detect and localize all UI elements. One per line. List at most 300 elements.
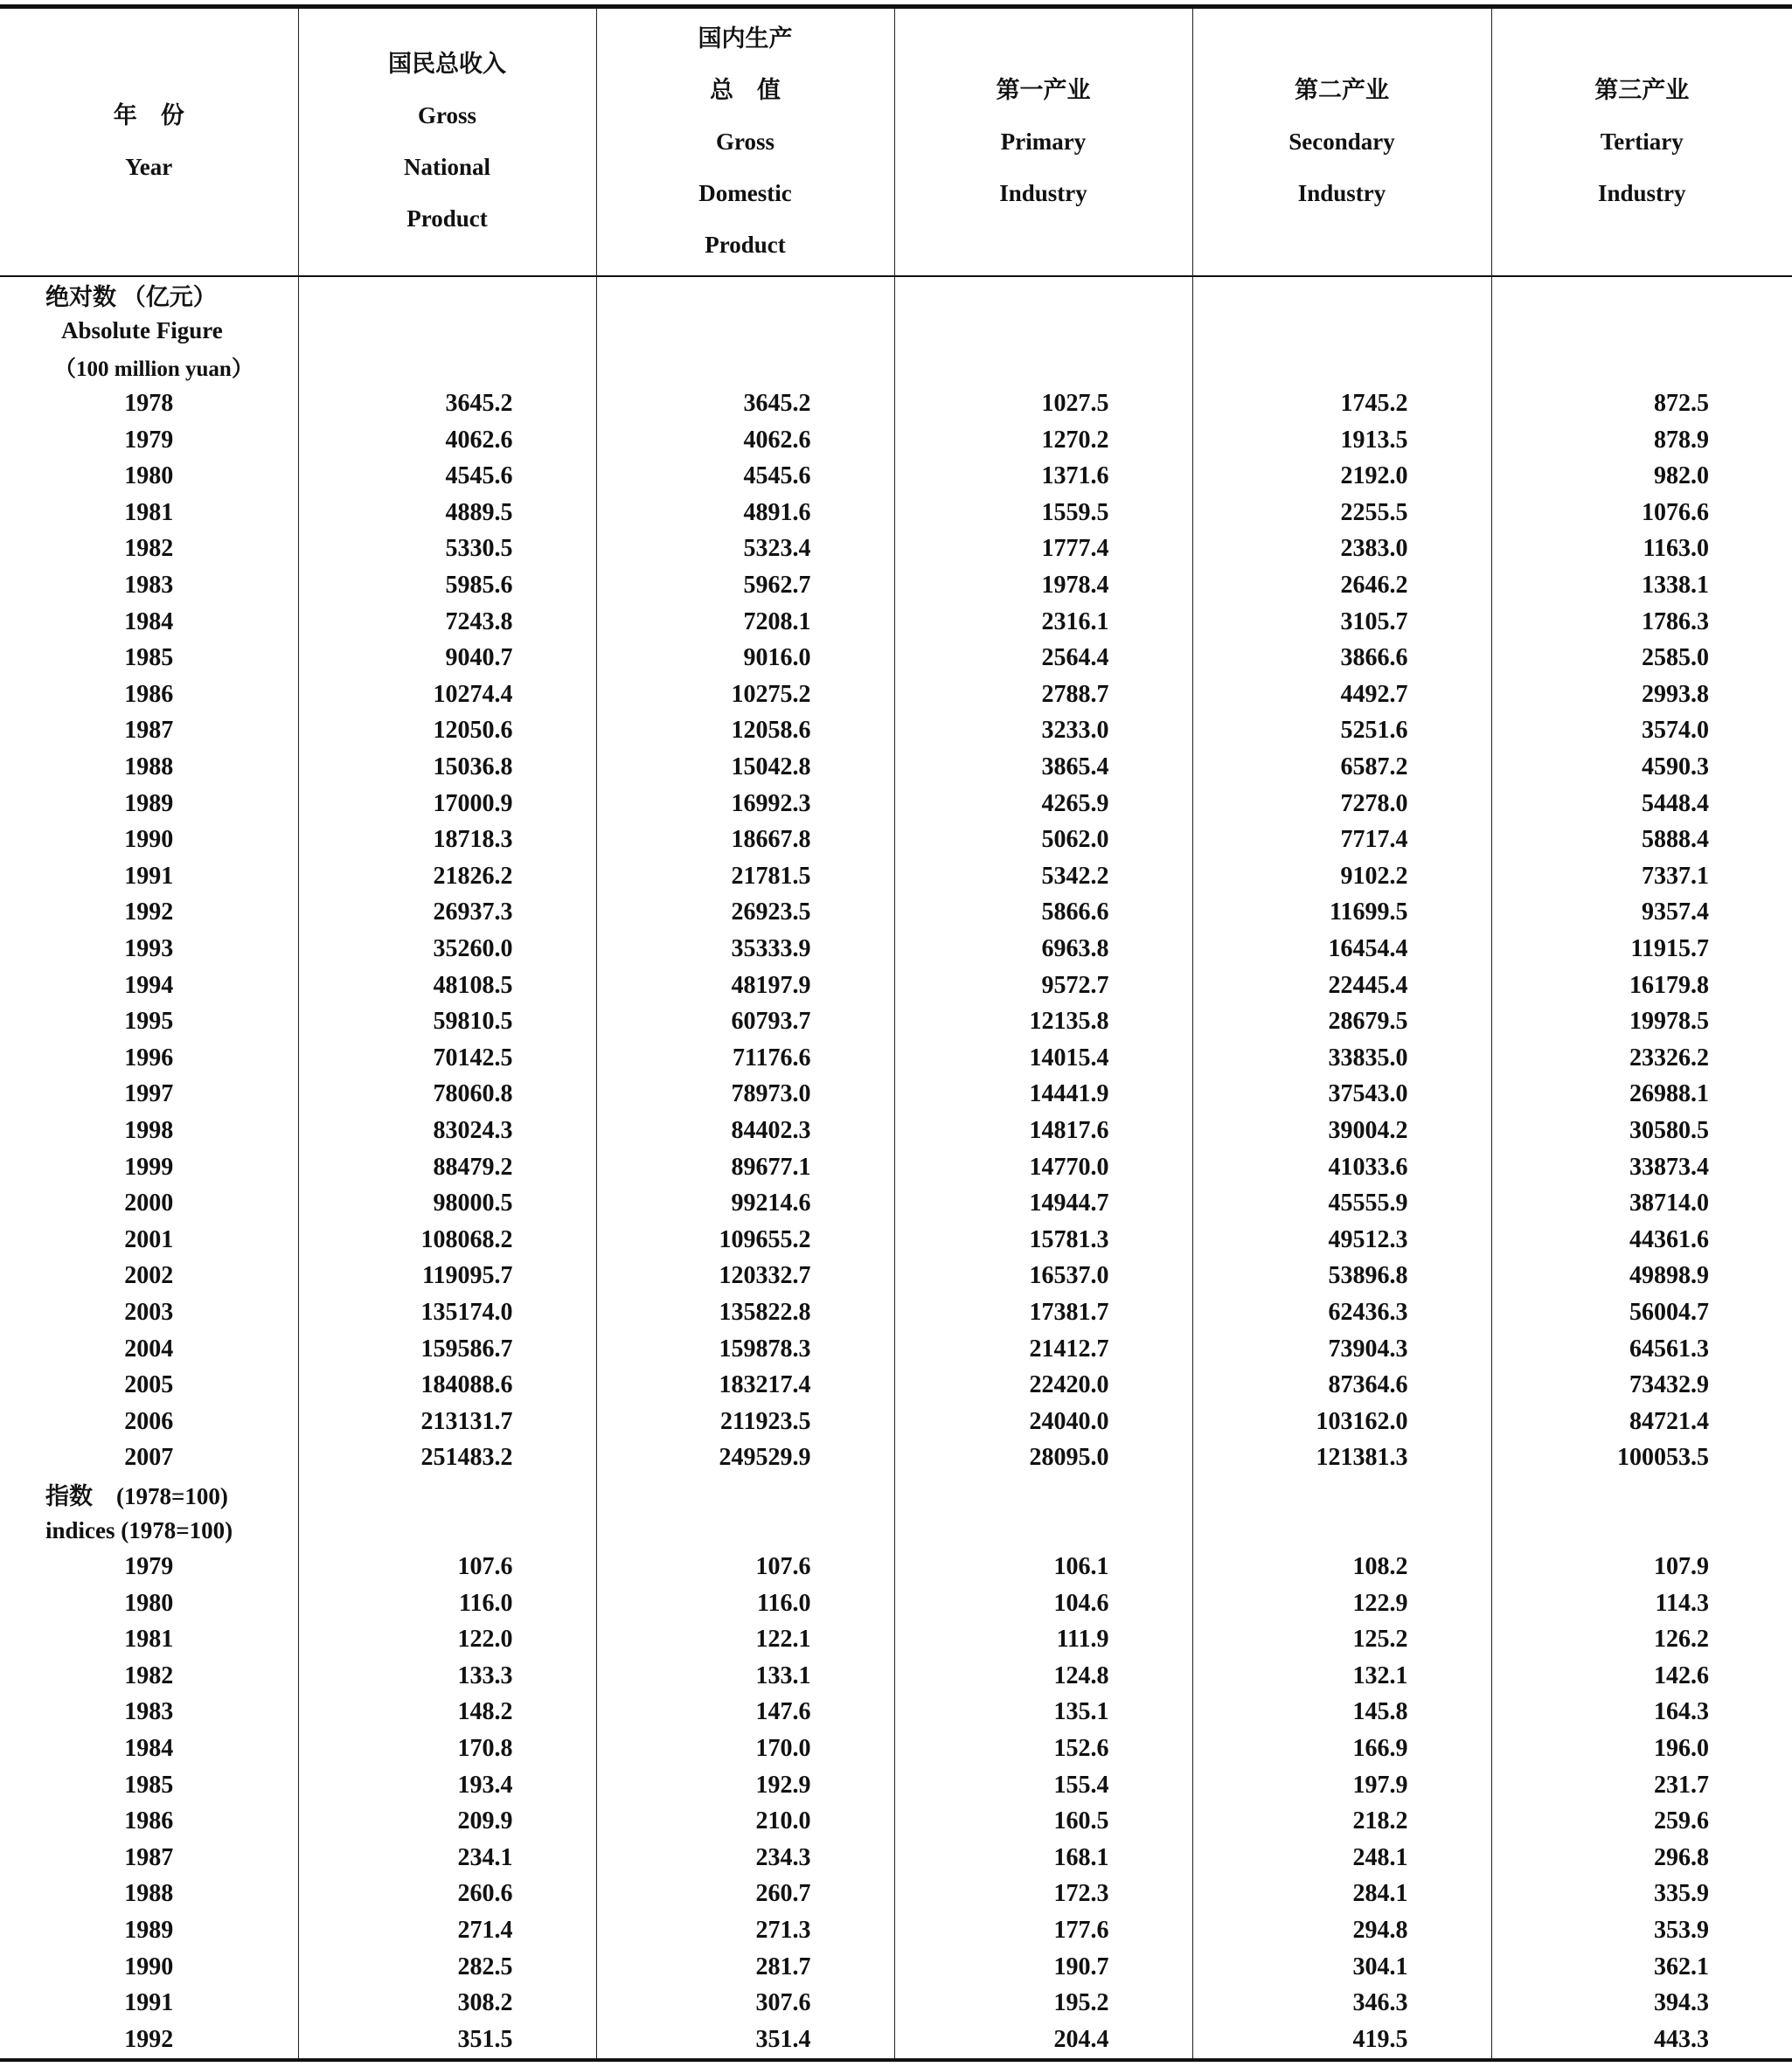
value-cell: 195.2 — [894, 1985, 1192, 2022]
value-cell: 78060.8 — [298, 1077, 596, 1113]
value-cell: 15781.3 — [894, 1222, 1192, 1259]
table-row — [0, 1077, 1792, 1113]
year-cell: 1995 — [124, 1008, 174, 1036]
section-label: indices (1978=100) — [45, 1516, 233, 1543]
table-row — [0, 1294, 1792, 1331]
year-cell: 1994 — [124, 971, 174, 999]
table-row — [0, 1259, 1792, 1295]
value-cell: 2646.2 — [1192, 567, 1491, 604]
value-cell: 119095.7 — [298, 1259, 596, 1295]
value-cell: 71176.6 — [596, 1040, 894, 1077]
value-cell: 15042.8 — [596, 749, 894, 786]
value-cell: 210.0 — [596, 1803, 894, 1840]
value-cell: 152.6 — [894, 1731, 1192, 1767]
empty-cell — [894, 1476, 1192, 1513]
value-cell: 9016.0 — [596, 640, 894, 676]
table-row — [0, 1185, 1792, 1222]
table-row — [0, 495, 1792, 531]
value-cell: 260.6 — [298, 1876, 596, 1913]
value-cell: 133.1 — [596, 1658, 894, 1695]
value-cell: 11699.5 — [1192, 895, 1491, 932]
year-cell: 2003 — [124, 1298, 174, 1326]
value-cell: 22420.0 — [894, 1367, 1192, 1404]
value-cell: 14770.0 — [894, 1149, 1192, 1186]
value-cell: 23326.2 — [1491, 1040, 1792, 1077]
value-cell: 100053.5 — [1491, 1440, 1792, 1477]
value-cell: 35333.9 — [596, 931, 894, 968]
year-cell: 1983 — [124, 1698, 174, 1726]
value-cell: 172.3 — [894, 1876, 1192, 1913]
empty-cell — [894, 350, 1192, 386]
value-cell: 108.2 — [1192, 1549, 1491, 1585]
year-cell: 1997 — [124, 1080, 174, 1108]
value-cell: 16179.8 — [1491, 968, 1792, 1004]
section-label-row — [0, 313, 1792, 350]
value-cell: 177.6 — [894, 1912, 1192, 1949]
year-cell: 1992 — [0, 2022, 298, 2060]
year-cell: 2004 — [124, 1335, 174, 1363]
year-cell: 2006 — [124, 1407, 174, 1435]
table-row — [0, 1404, 1792, 1440]
value-cell: 6587.2 — [1192, 749, 1491, 786]
value-cell: 28679.5 — [1192, 1003, 1491, 1040]
value-cell: 38714.0 — [1491, 1185, 1792, 1222]
value-cell: 2255.5 — [1192, 495, 1491, 531]
year-cell: 1985 — [124, 1771, 174, 1799]
value-cell: 335.9 — [1491, 1876, 1792, 1913]
value-cell: 84402.3 — [596, 1113, 894, 1149]
value-cell: 126.2 — [1491, 1621, 1792, 1658]
value-cell: 44361.6 — [1491, 1222, 1792, 1259]
empty-cell — [298, 1476, 596, 1513]
section-label-row — [0, 350, 1792, 386]
value-cell: 213131.7 — [298, 1404, 596, 1440]
year-cell: 2000 — [124, 1190, 174, 1217]
value-cell: 155.4 — [894, 1767, 1192, 1804]
year-cell: 1986 — [124, 680, 174, 708]
value-cell: 271.4 — [298, 1912, 596, 1949]
value-cell: 192.9 — [596, 1767, 894, 1804]
value-cell: 17000.9 — [298, 786, 596, 822]
year-cell: 1998 — [124, 1116, 174, 1144]
value-cell: 4590.3 — [1491, 749, 1792, 786]
value-cell: 59810.5 — [298, 1003, 596, 1040]
table-row — [0, 1367, 1792, 1404]
value-cell: 7243.8 — [298, 604, 596, 641]
table-row — [0, 1222, 1792, 1259]
year-cell: 2007 — [124, 1444, 174, 1472]
table-row — [0, 604, 1792, 641]
value-cell: 109655.2 — [596, 1222, 894, 1259]
section-label: Absolute Figure — [61, 317, 223, 344]
value-cell: 2993.8 — [1491, 676, 1792, 713]
value-cell: 120332.7 — [596, 1259, 894, 1295]
table-row — [0, 640, 1792, 676]
value-cell: 14944.7 — [894, 1185, 1192, 1222]
empty-cell — [1491, 1513, 1792, 1550]
value-cell: 7337.1 — [1491, 858, 1792, 895]
value-cell: 251483.2 — [298, 1440, 596, 1477]
value-cell: 196.0 — [1491, 1731, 1792, 1767]
value-cell: 133.3 — [298, 1658, 596, 1695]
section-label-row — [0, 1476, 1792, 1513]
section-label: 指数 (1978=100) — [45, 1483, 228, 1510]
table-row — [0, 1331, 1792, 1368]
value-cell: 419.5 — [1192, 2022, 1491, 2060]
empty-cell — [1192, 313, 1491, 350]
empty-cell — [894, 1513, 1192, 1550]
value-cell: 259.6 — [1491, 1803, 1792, 1840]
value-cell: 48108.5 — [298, 968, 596, 1004]
value-cell: 443.3 — [1491, 2022, 1792, 2060]
value-cell: 218.2 — [1192, 1803, 1491, 1840]
gdp-table — [0, 4, 1792, 2062]
value-cell: 41033.6 — [1192, 1149, 1491, 1186]
value-cell: 160.5 — [894, 1803, 1192, 1840]
value-cell: 7717.4 — [1192, 822, 1491, 858]
value-cell: 111.9 — [894, 1621, 1192, 1658]
table-row — [0, 1767, 1792, 1804]
value-cell: 9572.7 — [894, 968, 1192, 1004]
value-cell: 170.8 — [298, 1731, 596, 1767]
value-cell: 1027.5 — [894, 385, 1192, 422]
value-cell: 30580.5 — [1491, 1113, 1792, 1149]
year-cell: 1988 — [124, 753, 174, 781]
value-cell: 1270.2 — [894, 422, 1192, 459]
empty-cell — [298, 350, 596, 386]
value-cell: 159586.7 — [298, 1331, 596, 1368]
year-cell: 1999 — [124, 1153, 174, 1181]
header-year: 年 份 Year — [0, 7, 298, 276]
value-cell: 19978.5 — [1491, 1003, 1792, 1040]
value-cell: 12050.6 — [298, 713, 596, 750]
value-cell: 7278.0 — [1192, 786, 1491, 822]
value-cell: 88479.2 — [298, 1149, 596, 1186]
empty-cell — [1491, 276, 1792, 314]
value-cell: 304.1 — [1192, 1949, 1491, 1986]
value-cell: 148.2 — [298, 1695, 596, 1731]
table-row — [0, 1840, 1792, 1876]
value-cell: 98000.5 — [298, 1185, 596, 1222]
value-cell: 12058.6 — [596, 713, 894, 750]
value-cell: 878.9 — [1491, 422, 1792, 459]
table-row — [0, 385, 1792, 422]
value-cell: 16454.4 — [1192, 931, 1491, 968]
value-cell: 122.0 — [298, 1621, 596, 1658]
empty-cell — [596, 313, 894, 350]
value-cell: 135174.0 — [298, 1294, 596, 1331]
value-cell: 125.2 — [1192, 1621, 1491, 1658]
value-cell: 6963.8 — [894, 931, 1192, 968]
value-cell: 39004.2 — [1192, 1113, 1491, 1149]
value-cell: 296.8 — [1491, 1840, 1792, 1876]
empty-cell — [1192, 1513, 1491, 1550]
value-cell: 308.2 — [298, 1985, 596, 2022]
table-row — [0, 749, 1792, 786]
year-cell: 1982 — [124, 1661, 174, 1689]
value-cell: 166.9 — [1192, 1731, 1491, 1767]
value-cell: 107.6 — [298, 1549, 596, 1585]
value-cell: 17381.7 — [894, 1294, 1192, 1331]
year-cell: 1987 — [124, 1843, 174, 1871]
value-cell: 87364.6 — [1192, 1367, 1491, 1404]
value-cell: 282.5 — [298, 1949, 596, 1986]
table-row — [0, 858, 1792, 895]
table-row — [0, 1803, 1792, 1840]
value-cell: 4062.6 — [596, 422, 894, 459]
year-cell: 2001 — [124, 1225, 174, 1253]
table-row — [0, 1113, 1792, 1149]
value-cell: 49512.3 — [1192, 1222, 1491, 1259]
value-cell: 53896.8 — [1192, 1259, 1491, 1295]
value-cell: 60793.7 — [596, 1003, 894, 1040]
empty-cell — [1192, 1476, 1491, 1513]
value-cell: 3645.2 — [298, 385, 596, 422]
empty-cell — [596, 1476, 894, 1513]
value-cell: 394.3 — [1491, 1985, 1792, 2022]
empty-cell — [298, 1513, 596, 1550]
value-cell: 11915.7 — [1491, 931, 1792, 968]
year-cell: 1993 — [124, 934, 174, 962]
table-row — [0, 1549, 1792, 1585]
empty-cell — [596, 276, 894, 314]
value-cell: 872.5 — [1491, 385, 1792, 422]
table-row — [0, 567, 1792, 604]
table-row — [0, 1912, 1792, 1949]
value-cell: 108068.2 — [298, 1222, 596, 1259]
year-cell: 2002 — [124, 1262, 174, 1290]
value-cell: 9040.7 — [298, 640, 596, 676]
value-cell: 3105.7 — [1192, 604, 1491, 641]
value-cell: 35260.0 — [298, 931, 596, 968]
value-cell: 1978.4 — [894, 567, 1192, 604]
value-cell: 249529.9 — [596, 1440, 894, 1477]
table-row — [0, 676, 1792, 713]
table-row — [0, 1949, 1792, 1986]
header-gnp: 国民总收入 Gross National Product — [298, 7, 596, 276]
value-cell: 84721.4 — [1491, 1404, 1792, 1440]
value-cell: 78973.0 — [596, 1077, 894, 1113]
value-cell: 353.9 — [1491, 1912, 1792, 1949]
year-cell: 1986 — [124, 1807, 174, 1835]
year-cell: 1984 — [124, 607, 174, 635]
value-cell: 362.1 — [1491, 1949, 1792, 1986]
value-cell: 122.1 — [596, 1621, 894, 1658]
value-cell: 16992.3 — [596, 786, 894, 822]
value-cell: 14817.6 — [894, 1113, 1192, 1149]
value-cell: 183217.4 — [596, 1367, 894, 1404]
value-cell: 211923.5 — [596, 1404, 894, 1440]
year-cell: 1982 — [124, 535, 174, 563]
value-cell: 1076.6 — [1491, 495, 1792, 531]
value-cell: 122.9 — [1192, 1585, 1491, 1622]
value-cell: 4492.7 — [1192, 676, 1491, 713]
value-cell: 18667.8 — [596, 822, 894, 858]
value-cell: 197.9 — [1192, 1767, 1491, 1804]
empty-cell — [1491, 313, 1792, 350]
year-cell: 1991 — [124, 862, 174, 890]
value-cell: 2788.7 — [894, 676, 1192, 713]
value-cell: 28095.0 — [894, 1440, 1192, 1477]
header-tertiary-industry: 第三产业 Tertiary Industry — [1491, 7, 1792, 276]
value-cell: 26937.3 — [298, 895, 596, 932]
table-row — [0, 895, 1792, 932]
value-cell: 1163.0 — [1491, 531, 1792, 568]
value-cell: 116.0 — [298, 1585, 596, 1622]
value-cell: 16537.0 — [894, 1259, 1192, 1295]
value-cell: 114.3 — [1491, 1585, 1792, 1622]
value-cell: 4545.6 — [298, 458, 596, 495]
table-row — [0, 1003, 1792, 1040]
table-row — [0, 1040, 1792, 1077]
year-cell: 1989 — [124, 789, 174, 817]
value-cell: 21781.5 — [596, 858, 894, 895]
empty-cell — [1491, 350, 1792, 386]
value-cell: 5323.4 — [596, 531, 894, 568]
year-cell: 2005 — [124, 1371, 174, 1399]
value-cell: 248.1 — [1192, 1840, 1491, 1876]
value-cell: 62436.3 — [1192, 1294, 1491, 1331]
value-cell: 49898.9 — [1491, 1259, 1792, 1295]
value-cell: 5888.4 — [1491, 822, 1792, 858]
value-cell: 64561.3 — [1491, 1331, 1792, 1368]
value-cell: 2564.4 — [894, 640, 1192, 676]
value-cell: 170.0 — [596, 1731, 894, 1767]
empty-cell — [1192, 276, 1491, 314]
year-cell: 1980 — [124, 1589, 174, 1617]
value-cell: 982.0 — [1491, 458, 1792, 495]
value-cell: 2192.0 — [1192, 458, 1491, 495]
year-cell: 1981 — [124, 498, 174, 526]
year-cell: 1985 — [124, 644, 174, 672]
value-cell: 2383.0 — [1192, 531, 1491, 568]
value-cell: 24040.0 — [894, 1404, 1192, 1440]
value-cell: 132.1 — [1192, 1658, 1491, 1695]
year-cell: 1991 — [124, 1989, 174, 2017]
value-cell: 3233.0 — [894, 713, 1192, 750]
table-row — [0, 458, 1792, 495]
value-cell: 37543.0 — [1192, 1077, 1491, 1113]
year-cell: 1984 — [124, 1735, 174, 1763]
value-cell: 124.8 — [894, 1658, 1192, 1695]
empty-cell — [894, 313, 1192, 350]
value-cell: 45555.9 — [1192, 1185, 1491, 1222]
year-cell: 1979 — [124, 1553, 174, 1581]
section-label-row — [0, 276, 1792, 314]
value-cell: 209.9 — [298, 1803, 596, 1840]
table-row — [0, 1695, 1792, 1731]
value-cell: 4889.5 — [298, 495, 596, 531]
table-row — [0, 1731, 1792, 1767]
year-cell: 1990 — [124, 826, 174, 854]
section-label: （100 million yuan） — [54, 357, 254, 382]
value-cell: 106.1 — [894, 1549, 1192, 1585]
year-cell: 1990 — [124, 1953, 174, 1980]
header-primary-industry: 第一产业 Primary Industry — [894, 7, 1192, 276]
value-cell: 7208.1 — [596, 604, 894, 641]
value-cell: 9102.2 — [1192, 858, 1491, 895]
value-cell: 2316.1 — [894, 604, 1192, 641]
year-cell: 1987 — [124, 717, 174, 745]
value-cell: 135822.8 — [596, 1294, 894, 1331]
header-secondary-industry: 第二产业 Secondary Industry — [1192, 7, 1491, 276]
value-cell: 48197.9 — [596, 968, 894, 1004]
empty-cell — [596, 350, 894, 386]
value-cell: 294.8 — [1192, 1912, 1491, 1949]
value-cell: 4545.6 — [596, 458, 894, 495]
value-cell: 135.1 — [894, 1695, 1192, 1731]
table-row — [0, 1585, 1792, 1622]
year-cell: 1980 — [124, 462, 174, 490]
value-cell: 12135.8 — [894, 1003, 1192, 1040]
value-cell: 4891.6 — [596, 495, 894, 531]
value-cell: 3645.2 — [596, 385, 894, 422]
value-cell: 103162.0 — [1192, 1404, 1491, 1440]
value-cell: 164.3 — [1491, 1695, 1792, 1731]
value-cell: 184088.6 — [298, 1367, 596, 1404]
value-cell: 26988.1 — [1491, 1077, 1792, 1113]
value-cell: 5342.2 — [894, 858, 1192, 895]
empty-cell — [1192, 350, 1491, 386]
empty-cell — [298, 313, 596, 350]
table-row — [0, 968, 1792, 1004]
empty-cell — [894, 276, 1192, 314]
section-label: 绝对数 （亿元） — [45, 283, 217, 310]
value-cell: 33873.4 — [1491, 1149, 1792, 1186]
empty-cell — [298, 276, 596, 314]
value-cell: 147.6 — [596, 1695, 894, 1731]
value-cell: 22445.4 — [1192, 968, 1491, 1004]
value-cell: 204.4 — [894, 2022, 1192, 2060]
value-cell: 1913.5 — [1192, 422, 1491, 459]
value-cell: 1786.3 — [1491, 604, 1792, 641]
value-cell: 346.3 — [1192, 1985, 1491, 2022]
year-cell: 1988 — [124, 1880, 174, 1908]
value-cell: 5985.6 — [298, 567, 596, 604]
table-row — [0, 1876, 1792, 1913]
year-cell: 1978 — [124, 390, 174, 418]
value-cell: 3574.0 — [1491, 713, 1792, 750]
value-cell: 190.7 — [894, 1949, 1192, 1986]
table-body — [0, 276, 1792, 2060]
empty-cell — [1491, 1476, 1792, 1513]
year-cell: 1983 — [124, 572, 174, 600]
value-cell: 107.6 — [596, 1549, 894, 1585]
value-cell: 281.7 — [596, 1949, 894, 1986]
value-cell: 18718.3 — [298, 822, 596, 858]
value-cell: 5062.0 — [894, 822, 1192, 858]
year-cell: 1979 — [124, 426, 174, 454]
value-cell: 3866.6 — [1192, 640, 1491, 676]
table-row — [0, 1149, 1792, 1186]
value-cell: 10275.2 — [596, 676, 894, 713]
value-cell: 21412.7 — [894, 1331, 1192, 1368]
value-cell: 1559.5 — [894, 495, 1192, 531]
table-row — [0, 422, 1792, 459]
value-cell: 121381.3 — [1192, 1440, 1491, 1477]
value-cell: 3865.4 — [894, 749, 1192, 786]
value-cell: 271.3 — [596, 1912, 894, 1949]
value-cell: 1338.1 — [1491, 567, 1792, 604]
table-row — [0, 531, 1792, 568]
value-cell: 234.3 — [596, 1840, 894, 1876]
value-cell: 26923.5 — [596, 895, 894, 932]
table-row — [0, 2022, 1792, 2060]
value-cell: 145.8 — [1192, 1695, 1491, 1731]
value-cell: 284.1 — [1192, 1876, 1491, 1913]
value-cell: 168.1 — [894, 1840, 1192, 1876]
table-row — [0, 931, 1792, 968]
